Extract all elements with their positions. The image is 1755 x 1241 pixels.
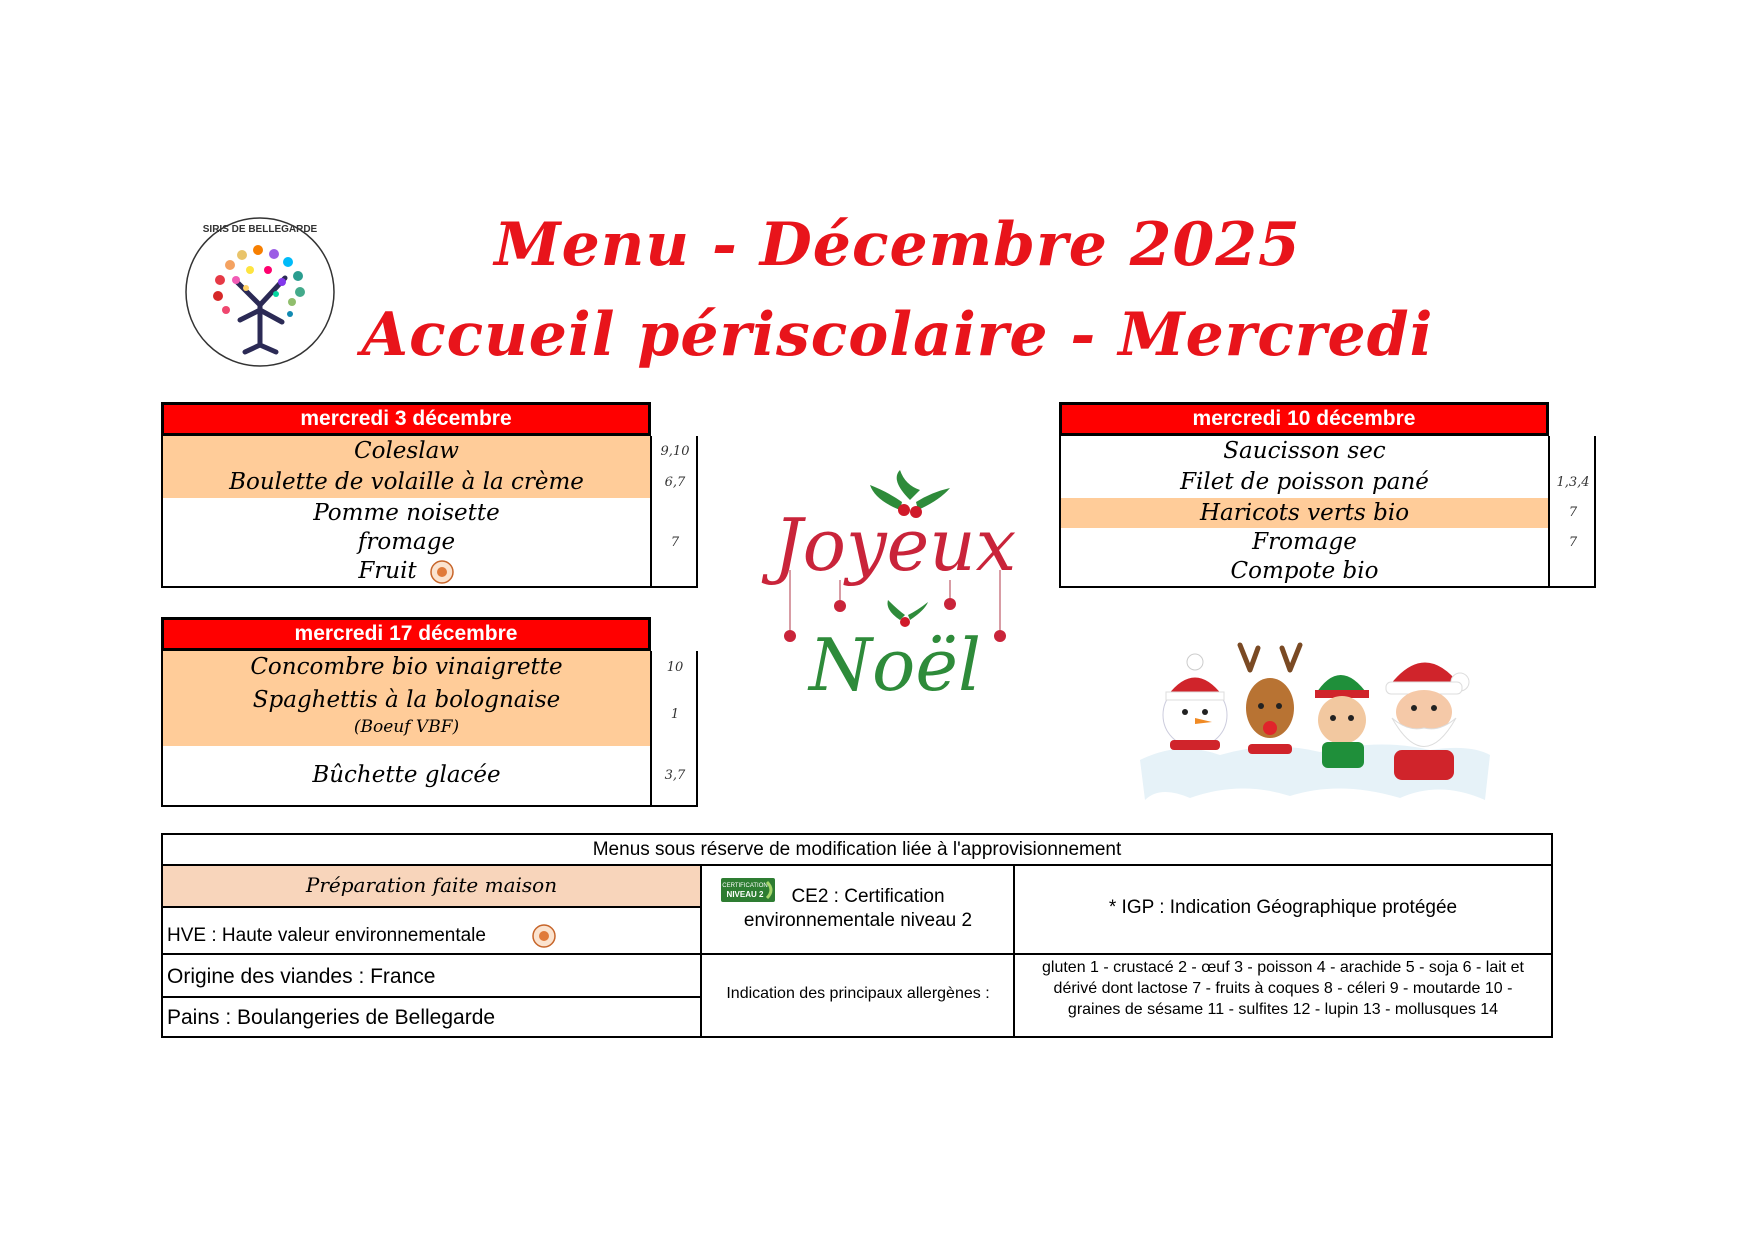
allergen-code: 6,7 [664,475,686,490]
menu-day-header: mercredi 10 décembre [1059,402,1549,436]
dish-row: Boulette de volaille à la crème [163,467,650,498]
christmas-characters-icon [1140,640,1490,805]
menu-day-header: mercredi 3 décembre [161,402,651,436]
menu-card-dec-3 [161,402,698,588]
dish-row: Filet de poisson pané [1180,469,1429,495]
dish-row: Coleslaw [163,436,650,467]
legend-table [161,833,1553,1038]
allergen-code: 7 [1568,505,1578,520]
legend-igp: * IGP : Indication Géographique protégée [1108,897,1458,918]
page-subtitle: Accueil périscolaire - Mercredi [361,300,1434,370]
dish-row: Fromage [1252,529,1357,555]
greeting-line2: Noël [809,623,981,707]
legend-origin: Origine des viandes : France [167,965,436,988]
dish-row: Haricots verts bio [1061,498,1548,528]
svg-text:NIVEAU 2: NIVEAU 2 [726,890,764,899]
greeting-line1: Joyeux [773,503,1017,587]
allergen-code: 1,3,4 [1556,475,1590,490]
allergen-code: 9,10 [660,444,690,459]
hve-badge-icon [531,923,557,949]
dish-row: Pomme noisette [313,500,500,526]
allergen-code: 10 [666,660,684,675]
allergen-code: 3,7 [664,768,686,783]
dish-row: Concombre bio vinaigrette [163,651,650,683]
hve-badge-icon [429,559,455,585]
joyeux-noel-decoration [750,470,1040,720]
page-title: Menu - Décembre 2025 [494,210,1301,280]
tree-logo-icon [180,210,340,370]
dish-row: fromage [357,529,456,555]
allergen-code: 1 [670,707,680,722]
legend-reserve: Menus sous réserve de modification liée à l'approvisionnement [592,839,1122,860]
menu-card-dec-17 [161,617,698,807]
legend-allergen-label: Indication des principaux allergènes : [726,985,990,1002]
allergen-code: 7 [1568,535,1578,550]
dish-row: Fruit [163,557,650,586]
allergen-code: 7 [670,535,680,550]
svg-text:CERTIFICATION: CERTIFICATION [722,883,768,889]
menu-card-dec-10 [1059,402,1596,588]
legend-hve: HVE : Haute valeur environnementale [167,923,557,949]
dish-row: Bûchette glacée [312,762,501,788]
legend-allergen-list: gluten 1 - crustacé 2 - œuf 3 - poisson 4 - arachide 5 - soja 6 - lait et dérivé dont lactose 7 - fruits à coques 8 - céleri 9 - moutarde 10 - graines de sésame 11 - sulfites 12 - lupin 13 - mollusques 14 [1042,959,1524,1018]
dish-row: Compote bio [1230,558,1379,584]
dish-row: Saucisson sec [1223,438,1386,464]
legend-ce2: CE2 : Certification environnementale niveau 2 [743,886,973,931]
legend-bread: Pains : Boulangeries de Bellegarde [167,1006,496,1029]
legend-homemade-label: Préparation faite maison [305,873,558,897]
dish-note: (Boeuf VBF) [353,717,460,737]
dish-row: Spaghettis à la bolognaise (Boeuf VBF) [163,683,650,746]
logo-name: SIRIS DE BELLEGARDE [202,224,318,235]
menu-day-header: mercredi 17 décembre [161,617,651,651]
